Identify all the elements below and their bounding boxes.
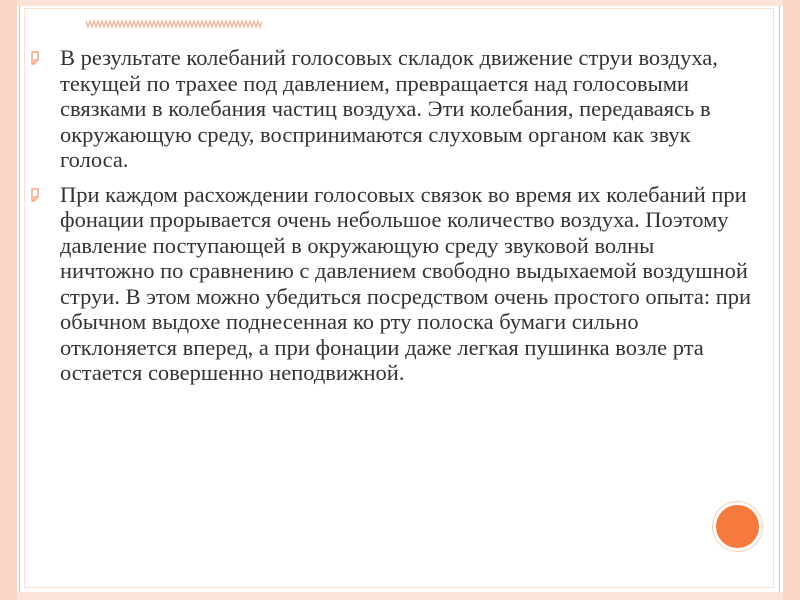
slide-frame-top [17,0,783,6]
slide-frame-left-line [19,0,20,600]
zigzag-decoration [86,18,262,30]
slide-frame-left [0,0,17,600]
slide-frame-bottom [17,592,783,600]
bullet-icon [30,187,42,203]
bullet-item-1 [28,45,753,173]
orange-circle-decoration [713,502,762,551]
bullet-text-1: В результате колебаний голосовых складок движение струи воздуха, текущей по трахее под давлением, превращается над голосовыми связками в колебания частиц воздуха. Эти колебания, передаваясь в окружающую среду, воспринимаются слуховым органом как звук голоса. [60,45,718,172]
slide-content [28,45,753,395]
slide-frame-right [783,0,800,600]
slide-frame-right-line [779,0,780,600]
bullet-text-2: При каждом расхождении голосовых связок во время их колебаний при фонации прорывается очень небольшое количество воздуха. Поэтому давление поступающей в окружающую среду звуковой волны ничтожно по сравнению с давлением свободно выдыхаемой воздушной струи. В этом можно убедиться посредством очень простого опыта: при обычном выдохе поднесенная ко рту полоска бумаги сильно отклоняется вперед, а при фонации даже легкая пушинка возле рта остается совершенно неподвижной. [60,181,752,385]
bullet-item-2 [28,182,753,386]
bullet-icon [30,50,42,66]
